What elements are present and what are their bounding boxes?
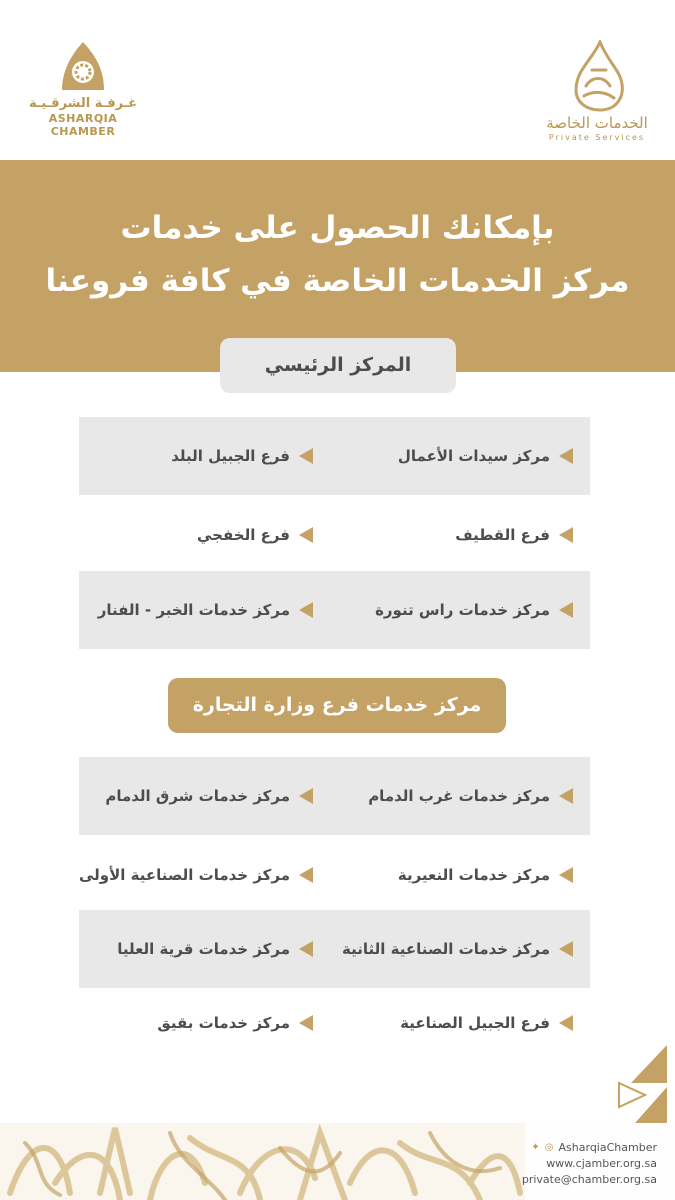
branch-name: مركز سيدات الأعمال xyxy=(397,447,550,465)
branch-item xyxy=(79,836,313,914)
social-handle[interactable] xyxy=(522,1140,657,1156)
corner-play-decoration-icon xyxy=(605,1043,667,1123)
branch-item xyxy=(342,910,573,988)
bullet-triangle-icon xyxy=(299,941,313,957)
branch-item xyxy=(105,757,313,835)
bullet-triangle-icon xyxy=(299,448,313,464)
branch-row xyxy=(79,571,590,649)
branch-row xyxy=(79,984,590,1062)
private-services-logo xyxy=(537,40,657,145)
footer-contact xyxy=(522,1140,657,1188)
private-services-english: Private Services xyxy=(548,133,646,142)
branch-name: مركز خدمات النعيرية xyxy=(397,866,550,884)
branch-row xyxy=(79,910,590,988)
branch-item xyxy=(171,417,313,495)
branch-row xyxy=(79,757,590,835)
twitter-icon: ✦ xyxy=(531,1142,540,1153)
branch-item xyxy=(368,757,573,835)
branch-name: مركز خدمات بقيق xyxy=(157,1014,290,1032)
bullet-triangle-icon xyxy=(559,788,573,804)
headline-line-2: مركز الخدمات الخاصة في كافة فروعنا xyxy=(45,263,630,299)
website-link[interactable]: www.cjamber.org.sa xyxy=(546,1157,657,1170)
calligraphy-emblem-icon xyxy=(562,40,632,112)
bullet-triangle-icon xyxy=(559,602,573,618)
main-center-heading: المركز الرئيسي xyxy=(220,338,456,393)
social-handle-text: AsharqiaChamber xyxy=(558,1141,657,1154)
private-services-arabic: الخدمات الخاصة xyxy=(546,114,648,132)
branch-name: مركز خدمات راس تنورة xyxy=(375,601,550,619)
bullet-triangle-icon xyxy=(559,867,573,883)
branch-name: مركز خدمات شرق الدمام xyxy=(105,787,290,805)
branch-name: فرع الجبيل البلد xyxy=(171,447,290,465)
branch-row xyxy=(79,417,590,495)
bullet-triangle-icon xyxy=(559,448,573,464)
headline-line-1: بإمكانك الحصول على خدمات xyxy=(120,210,555,246)
logo-english-name: ASHARQIA CHAMBER xyxy=(48,112,118,138)
branch-name: مركز خدمات غرب الدمام xyxy=(368,787,550,805)
branch-name: مركز خدمات الصناعية الثانية xyxy=(342,940,550,958)
branch-item xyxy=(400,984,573,1062)
bullet-triangle-icon xyxy=(299,1015,313,1031)
ministry-branch-heading: مركز خدمات فرع وزارة التجارة xyxy=(168,678,506,733)
bullet-triangle-icon xyxy=(299,867,313,883)
bullet-triangle-icon xyxy=(299,602,313,618)
branch-item xyxy=(157,984,313,1062)
logo-arabic-name: غـرفـة الشرقـيـة xyxy=(28,96,138,111)
branch-name: فرع الخفجي xyxy=(197,526,290,544)
asharqia-chamber-logo xyxy=(18,40,148,140)
bullet-triangle-icon xyxy=(559,941,573,957)
email-link[interactable]: private@chamber.org.sa xyxy=(521,1173,657,1186)
branch-row xyxy=(79,496,590,574)
instagram-icon: ◎ xyxy=(544,1142,554,1153)
branch-item xyxy=(117,910,313,988)
branch-item xyxy=(375,571,573,649)
branch-item xyxy=(98,571,313,649)
bullet-triangle-icon xyxy=(299,527,313,543)
branch-name: مركز خدمات الخبر - الفنار xyxy=(97,601,290,619)
branch-item xyxy=(197,496,313,574)
chamber-emblem-icon xyxy=(60,40,106,92)
branch-item xyxy=(398,836,573,914)
branch-name: فرع القطيف xyxy=(455,526,550,544)
branch-name: فرع الجبيل الصناعية xyxy=(400,1014,550,1032)
branch-row xyxy=(79,836,590,914)
branch-item xyxy=(398,417,573,495)
branch-name: مركز خدمات قرية العليا xyxy=(117,940,290,958)
branch-item xyxy=(455,496,573,574)
bullet-triangle-icon xyxy=(299,788,313,804)
bullet-triangle-icon xyxy=(559,1015,573,1031)
branch-name: مركز خدمات الصناعية الأولى xyxy=(78,866,290,884)
bullet-triangle-icon xyxy=(559,527,573,543)
